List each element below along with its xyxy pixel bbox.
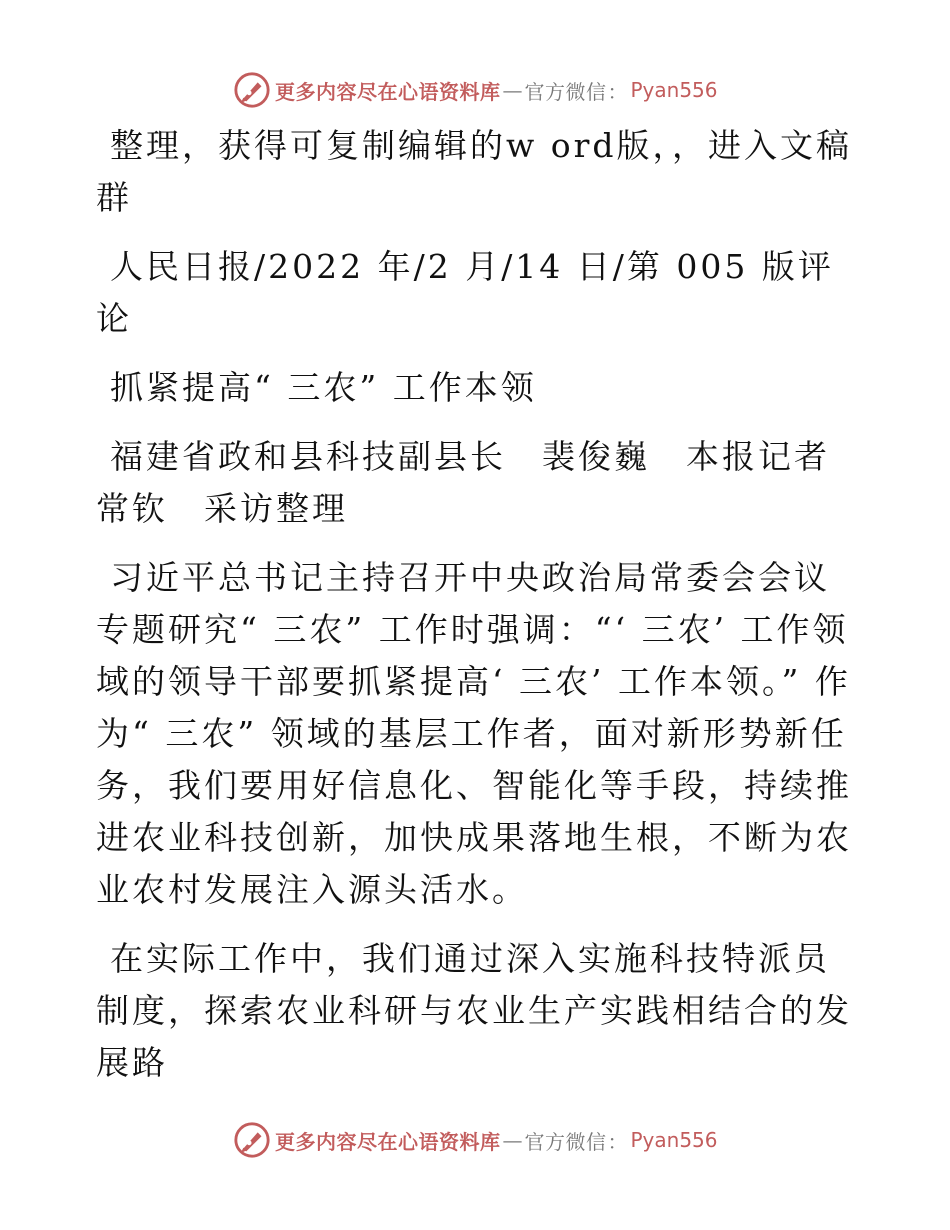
pen-nib-logo-icon bbox=[233, 71, 271, 109]
watermark-dash: — bbox=[502, 1128, 523, 1152]
footer-watermark bbox=[233, 1120, 753, 1160]
source-dateline: 人民日报/2022 年/2 月/14 日/第 005 版评论 bbox=[96, 247, 834, 338]
body-paragraph-2: 在实际工作中，我们通过深入实施科技特派员制度，探索农业科研与农业生产实践相结合的发展路 bbox=[96, 939, 852, 1082]
article-title: 抓紧提高“ 三农” 工作本领 bbox=[110, 368, 537, 407]
pen-nib-logo-icon bbox=[233, 1121, 271, 1159]
intro-paragraph: 整理，获得可复制编辑的w ord版，，进入文稿群 bbox=[96, 126, 853, 217]
watermark-sub-text: 官方微信 bbox=[524, 79, 607, 104]
watermark-handle: Pyan556 bbox=[630, 78, 718, 102]
author-byline: 福建省政和县科技副县长 裴俊巍 本报记者 常钦 采访整理 bbox=[96, 437, 866, 528]
watermark-dash: — bbox=[502, 78, 523, 102]
watermark-handle: Pyan556 bbox=[630, 1128, 718, 1152]
watermark-colon: ： bbox=[607, 1129, 628, 1154]
watermark-main-text: 更多内容尽在心语资料库 bbox=[275, 1129, 501, 1154]
watermark-main-text: 更多内容尽在心语资料库 bbox=[275, 79, 501, 104]
document-body bbox=[96, 120, 866, 1106]
watermark-colon: ： bbox=[607, 79, 628, 104]
body-paragraph-1: 习近平总书记主持召开中央政治局常委会会议专题研究“ 三农” 工作时强调：“‘ 三农’ 工作领域的领导干部要抓紧提高‘ 三农’ 工作本领。” 作为“ 三农” 领域的基层工作者，面对新形势新任务，我们要用好信息化、智能化等手段，持续推进农业科技创新，加快成果落地生根，不断为农业农村发展注入源头活水。 bbox=[96, 558, 852, 909]
header-watermark bbox=[233, 70, 753, 110]
watermark-sub-text: 官方微信 bbox=[524, 1129, 607, 1154]
